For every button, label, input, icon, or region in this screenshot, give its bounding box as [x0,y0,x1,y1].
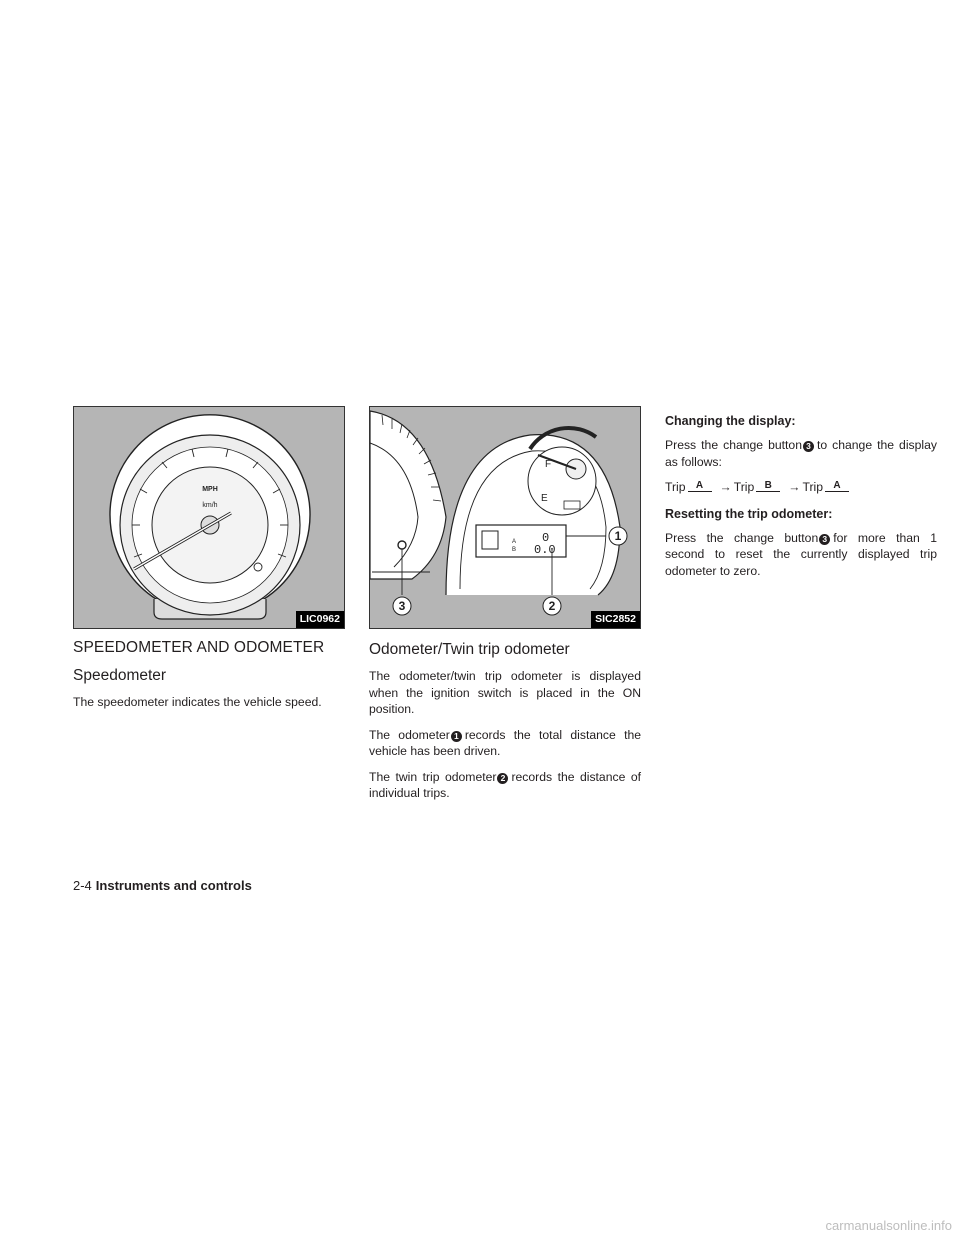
kmh-label: km/h [202,502,218,509]
text-span: Press the change button [665,438,802,452]
text-span: The odometer [369,727,450,742]
svg-text:A: A [512,539,517,545]
mph-label: MPH [202,486,218,493]
arrow-icon: → [719,480,732,494]
callout-circle-3: 3 [803,441,814,452]
resetting-text [665,530,937,580]
trip-a-badge: A [825,481,849,492]
page-number: 2-4 [73,878,92,893]
callout-circle-3: 3 [819,534,830,545]
figure-code: SIC2852 [591,611,640,628]
trip-word: Trip [733,480,755,494]
figure-code: LIC0962 [296,611,344,628]
odometer-paragraph-1: The odometer/twin trip odometer is displayed when the ignition switch is placed in the ON position. [369,669,641,716]
speedometer-illustration [74,407,346,630]
callout-2: 2 [548,599,556,613]
trip-sequence [665,479,937,496]
changing-display-heading: Changing the display: [665,414,796,428]
odometer-illustration [370,407,642,630]
text-span: for more than 1 second to reset the currently displayed trip odometer to zero. [665,530,937,578]
text-span: records the total distance the vehicle has been driven. [369,727,642,758]
watermark-text: carmanualsonline.info [825,1218,952,1233]
speedometer-text: The speedometer indicates the vehicle speed. [73,695,322,709]
speedometer-figure [73,406,345,629]
middle-column [369,406,641,802]
odometer-heading: Odometer/Twin trip odometer [369,641,570,658]
section-title: SPEEDOMETER AND ODOMETER [73,639,325,656]
text-span: to change the display as follows: [665,438,937,469]
changing-display-text [665,437,937,470]
callout-3: 3 [398,599,406,613]
text-span: The twin trip odometer [369,769,497,784]
svg-text:E: E [541,493,548,504]
resetting-heading: Resetting the trip odometer: [665,506,833,521]
left-column [73,406,345,711]
odometer-figure [369,406,641,629]
svg-text:B: B [512,547,517,553]
page-footer [73,878,252,893]
trip-a-badge: A [688,481,712,492]
callout-circle-2: 2 [497,773,508,784]
callout-1: 1 [614,529,622,543]
odometer-paragraph-2 [369,727,641,760]
svg-text:0: 0 [542,531,550,545]
speedometer-heading: Speedometer [73,667,167,684]
odometer-paragraph-3 [369,769,641,802]
text-span: records the distance of individual trips. [369,769,641,800]
svg-text:F: F [545,459,552,470]
trip-b-badge: B [756,481,780,492]
trip-word: Trip [665,480,686,494]
text-span: Press the change button [665,530,819,545]
svg-text:0.0: 0.0 [534,543,556,557]
arrow-icon: → [788,480,801,494]
trip-word: Trip [802,480,824,494]
callout-circle-1: 1 [451,731,462,742]
footer-section: Instruments and controls [95,878,252,893]
right-column [665,414,937,579]
